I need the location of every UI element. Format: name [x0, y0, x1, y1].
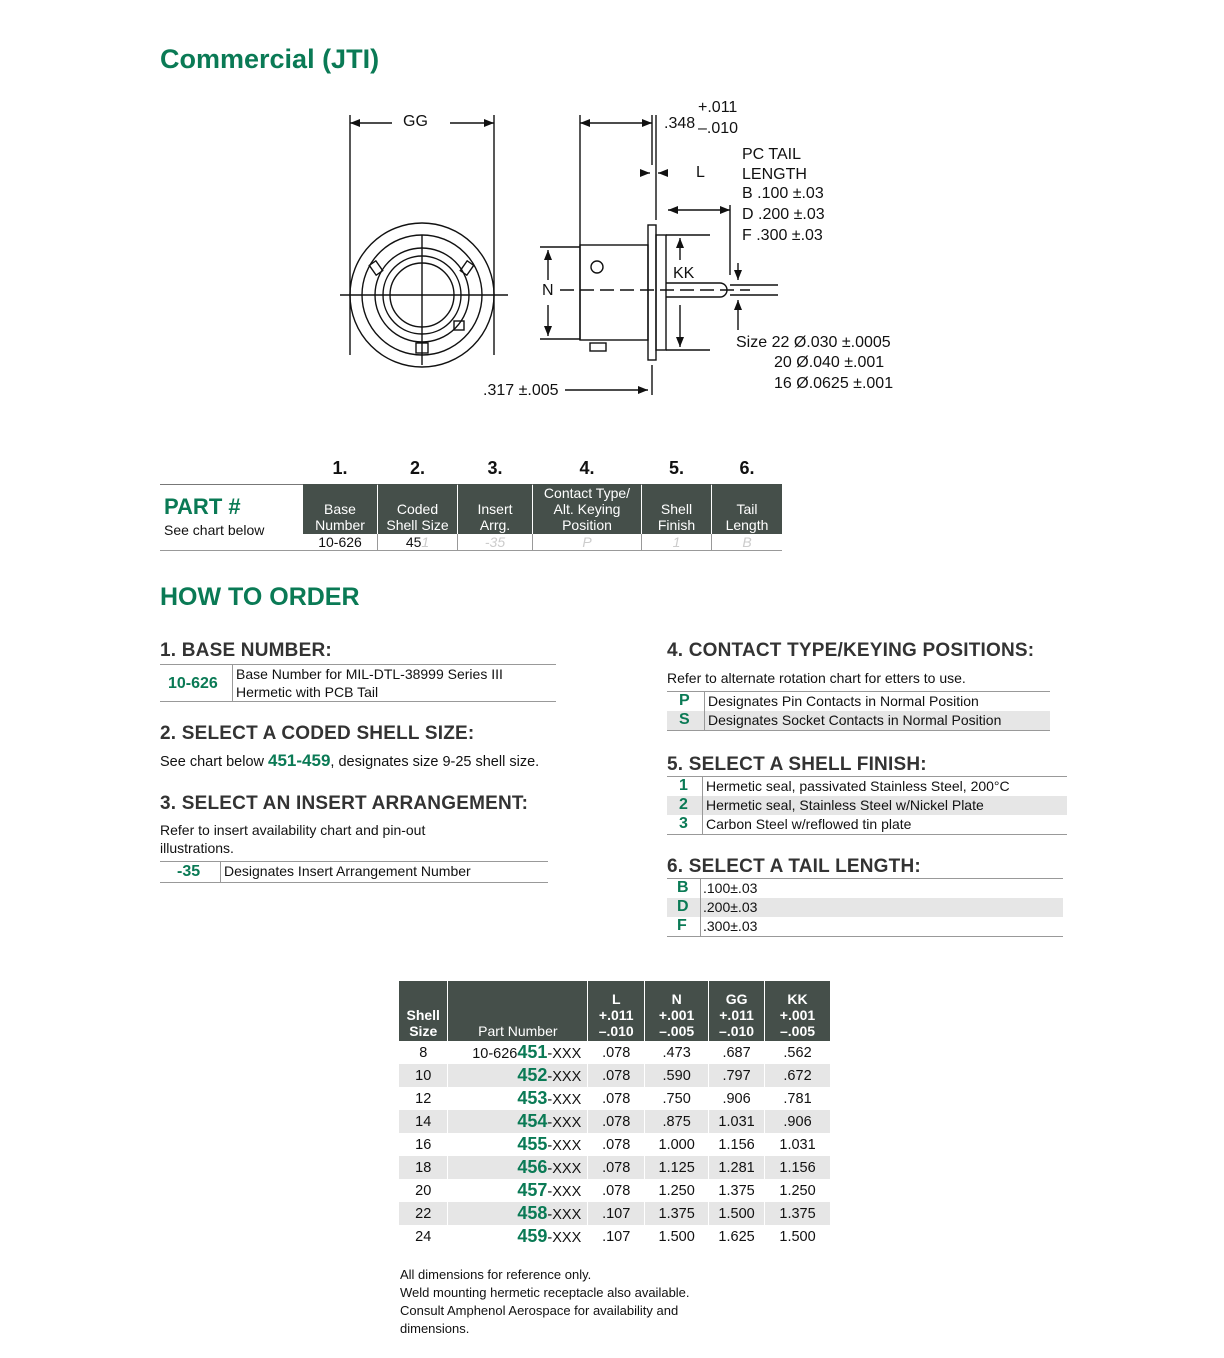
dimension-table — [399, 981, 831, 1248]
contact-code: P — [679, 692, 690, 709]
col4-header: Contact Type/ Alt. Keying Position — [533, 484, 641, 534]
part-number-cell: 454-XXX — [448, 1110, 588, 1133]
col1-number: 1. — [332, 458, 348, 478]
shell-size-cell: 18 — [399, 1156, 448, 1179]
kk-cell: 1.156 — [765, 1156, 831, 1179]
n-cell: .473 — [645, 1041, 709, 1064]
tol-348-plus: +.011 — [698, 99, 738, 116]
contact-desc: Designates Socket Contacts in Normal Position — [708, 712, 1002, 728]
l-cell: .078 — [588, 1110, 645, 1133]
tail-d: D .200 ±.03 — [742, 206, 825, 223]
gg-cell: 1.375 — [709, 1179, 765, 1202]
insert-row — [160, 861, 548, 883]
part-number-table — [160, 458, 782, 552]
col2-value: 451 — [405, 534, 430, 550]
part-number-cell: 456-XXX — [448, 1156, 588, 1179]
tail-code: B — [677, 879, 689, 896]
gg-cell: 1.281 — [709, 1156, 765, 1179]
kk-cell: 1.250 — [765, 1179, 831, 1202]
header-gg: GG +.011 –.010 — [709, 981, 765, 1041]
tail-code: F — [677, 917, 687, 934]
part-number-cell: 10-626451-XXX — [448, 1041, 588, 1064]
kk-label: KK — [673, 265, 695, 282]
gg-cell: .797 — [709, 1064, 765, 1087]
l-label: L — [696, 164, 705, 181]
n-cell: .875 — [645, 1110, 709, 1133]
gg-cell: 1.625 — [709, 1225, 765, 1248]
part-number-cell: 453-XXX — [448, 1087, 588, 1110]
table-row — [399, 1179, 831, 1202]
section-6-title: 6. SELECT A TAIL LENGTH: — [667, 856, 921, 877]
col1-value: 10-626 — [318, 534, 362, 550]
col6-value: B — [742, 534, 752, 550]
how-to-order-heading: HOW TO ORDER — [160, 583, 360, 611]
l-cell: .078 — [588, 1041, 645, 1064]
tail-desc: .200±.03 — [703, 899, 758, 915]
gg-cell: 1.156 — [709, 1133, 765, 1156]
l-cell: .078 — [588, 1156, 645, 1179]
col5-value: 1 — [672, 534, 681, 550]
dimension-header-row — [399, 981, 831, 1041]
kk-cell: .672 — [765, 1064, 831, 1087]
finish-row — [667, 815, 1067, 834]
col4-value: P — [582, 534, 592, 550]
col1-header: Base Number — [303, 484, 377, 534]
col6-number: 6. — [739, 458, 755, 478]
n-cell: 1.250 — [645, 1179, 709, 1202]
shell-size-cell: 24 — [399, 1225, 448, 1248]
tail-row — [667, 917, 1063, 936]
l-cell: .107 — [588, 1225, 645, 1248]
shell-size-cell: 12 — [399, 1087, 448, 1110]
part-number-cell: 455-XXX — [448, 1133, 588, 1156]
section-1-title: 1. BASE NUMBER: — [160, 640, 332, 661]
note-line: dimensions. — [400, 1321, 470, 1336]
kk-cell: 1.500 — [765, 1225, 831, 1248]
finish-desc: Hermetic seal, passivated Stainless Steel, 200°C — [706, 778, 1010, 794]
insert-desc: Designates Insert Arrangement Number — [224, 863, 471, 879]
base-number-desc-1: Base Number for MIL-DTL-38999 Series III — [236, 666, 503, 682]
contact-code: S — [679, 711, 690, 728]
shell-size-cell: 20 — [399, 1179, 448, 1202]
shell-size-cell: 8 — [399, 1041, 448, 1064]
n-cell: .590 — [645, 1064, 709, 1087]
col5-number: 5. — [668, 458, 684, 478]
section-3-title: 3. SELECT AN INSERT ARRANGEMENT: — [160, 793, 529, 814]
n-cell: .750 — [645, 1087, 709, 1110]
l-cell: .078 — [588, 1064, 645, 1087]
tail-desc: .100±.03 — [703, 880, 758, 896]
tail-row — [667, 898, 1063, 917]
col2-number: 2. — [409, 458, 425, 478]
shell-size-cell: 16 — [399, 1133, 448, 1156]
col3-number: 3. — [487, 458, 503, 478]
gg-cell: .906 — [709, 1087, 765, 1110]
insert-text-1: Refer to insert availability chart and pin-out — [160, 822, 426, 838]
gg-cell: .687 — [709, 1041, 765, 1064]
size-line-3: 16 Ø.0625 ±.001 — [774, 375, 894, 392]
contact-row — [667, 692, 1050, 711]
tail-table — [667, 878, 1063, 937]
dim-317: .317 ±.005 — [483, 382, 559, 399]
base-number-desc-2: Hermetic with PCB Tail — [236, 684, 379, 700]
contact-text: Refer to alternate rotation chart for etters to use. — [667, 670, 966, 686]
table-row — [399, 1202, 831, 1225]
l-cell: .107 — [588, 1202, 645, 1225]
insert-text-2: illustrations. — [160, 840, 234, 856]
note-line: Weld mounting hermetic receptacle also available. — [400, 1285, 690, 1300]
dim-348: .348 — [664, 115, 696, 132]
pc-tail-label-2: LENGTH — [742, 166, 807, 183]
finish-code: 1 — [679, 777, 688, 794]
part-number-cell: 458-XXX — [448, 1202, 588, 1225]
tail-b: B .100 ±.03 — [742, 185, 824, 202]
col6-header: Tail Length — [712, 484, 782, 534]
finish-desc: Hermetic seal, Stainless Steel w/Nickel Plate — [706, 797, 984, 813]
note-line: Consult Amphenol Aerospace for availability and — [400, 1303, 679, 1318]
finish-code: 2 — [679, 796, 688, 813]
kk-cell: .906 — [765, 1110, 831, 1133]
tail-code: D — [677, 898, 689, 915]
l-cell: .078 — [588, 1179, 645, 1202]
col5-header: Shell Finish — [642, 484, 711, 534]
base-number-code: 10-626 — [168, 675, 218, 692]
n-label: N — [542, 282, 554, 299]
gg-label: GG — [403, 113, 428, 130]
table-row — [399, 1156, 831, 1179]
size-line-1: Size 22 Ø.030 ±.0005 — [736, 334, 891, 351]
header-part-number: Part Number — [448, 981, 588, 1041]
kk-cell: .562 — [765, 1041, 831, 1064]
shell-size-cell: 10 — [399, 1064, 448, 1087]
insert-code: -35 — [177, 863, 201, 880]
part-number-cell: 452-XXX — [448, 1064, 588, 1087]
shell-size-cell: 22 — [399, 1202, 448, 1225]
page-title: Commercial (JTI) — [160, 44, 380, 74]
header-n: N +.001 –.005 — [645, 981, 709, 1041]
contact-row — [667, 711, 1050, 730]
part-sublabel: See chart below — [164, 522, 265, 538]
table-row — [399, 1133, 831, 1156]
gg-cell: 1.031 — [709, 1110, 765, 1133]
contact-table — [667, 691, 1050, 731]
table-row — [399, 1041, 831, 1064]
note-line: All dimensions for reference only. — [400, 1267, 592, 1282]
l-cell: .078 — [588, 1133, 645, 1156]
part-label: PART # — [164, 494, 241, 519]
table-row — [399, 1064, 831, 1087]
shell-size-cell: 14 — [399, 1110, 448, 1133]
gg-cell: 1.500 — [709, 1202, 765, 1225]
n-cell: 1.500 — [645, 1225, 709, 1248]
n-cell: 1.125 — [645, 1156, 709, 1179]
notes — [400, 1266, 690, 1338]
tol-348-minus: –.010 — [698, 120, 739, 137]
col3-value: -35 — [484, 534, 506, 550]
l-cell: .078 — [588, 1087, 645, 1110]
base-number-row — [160, 664, 556, 702]
finish-code: 3 — [679, 815, 688, 832]
kk-cell: 1.375 — [765, 1202, 831, 1225]
finish-table — [667, 776, 1067, 835]
n-cell: 1.000 — [645, 1133, 709, 1156]
finish-row — [667, 796, 1067, 815]
tail-row — [667, 879, 1063, 898]
section-5-title: 5. SELECT A SHELL FINISH: — [667, 754, 927, 775]
col2-header: Coded Shell Size — [378, 484, 457, 534]
finish-desc: Carbon Steel w/reflowed tin plate — [706, 816, 912, 832]
section-2-title: 2. SELECT A CODED SHELL SIZE: — [160, 723, 475, 744]
col4-number: 4. — [579, 458, 595, 478]
table-row — [399, 1225, 831, 1248]
header-l: L +.011 –.010 — [588, 981, 645, 1041]
finish-row — [667, 777, 1067, 796]
col3-header: Insert Arrg. — [458, 484, 532, 534]
kk-cell: 1.031 — [765, 1133, 831, 1156]
header-shell-size: Shell Size — [399, 981, 448, 1041]
pc-tail-label-1: PC TAIL — [742, 146, 801, 163]
kk-cell: .781 — [765, 1087, 831, 1110]
section-4-title: 4. CONTACT TYPE/KEYING POSITIONS: — [667, 640, 1035, 661]
shell-size-text: See chart below 451-459, designates size 9-25 shell size. — [160, 751, 540, 770]
table-row — [399, 1087, 831, 1110]
size-line-2: 20 Ø.040 ±.001 — [774, 354, 885, 371]
header-kk: KK +.001 –.005 — [765, 981, 831, 1041]
n-cell: 1.375 — [645, 1202, 709, 1225]
part-number-cell: 459-XXX — [448, 1225, 588, 1248]
part-number-cell: 457-XXX — [448, 1179, 588, 1202]
contact-desc: Designates Pin Contacts in Normal Position — [708, 693, 979, 709]
tail-desc: .300±.03 — [703, 918, 758, 934]
table-row — [399, 1110, 831, 1133]
tail-f: F .300 ±.03 — [742, 227, 823, 244]
